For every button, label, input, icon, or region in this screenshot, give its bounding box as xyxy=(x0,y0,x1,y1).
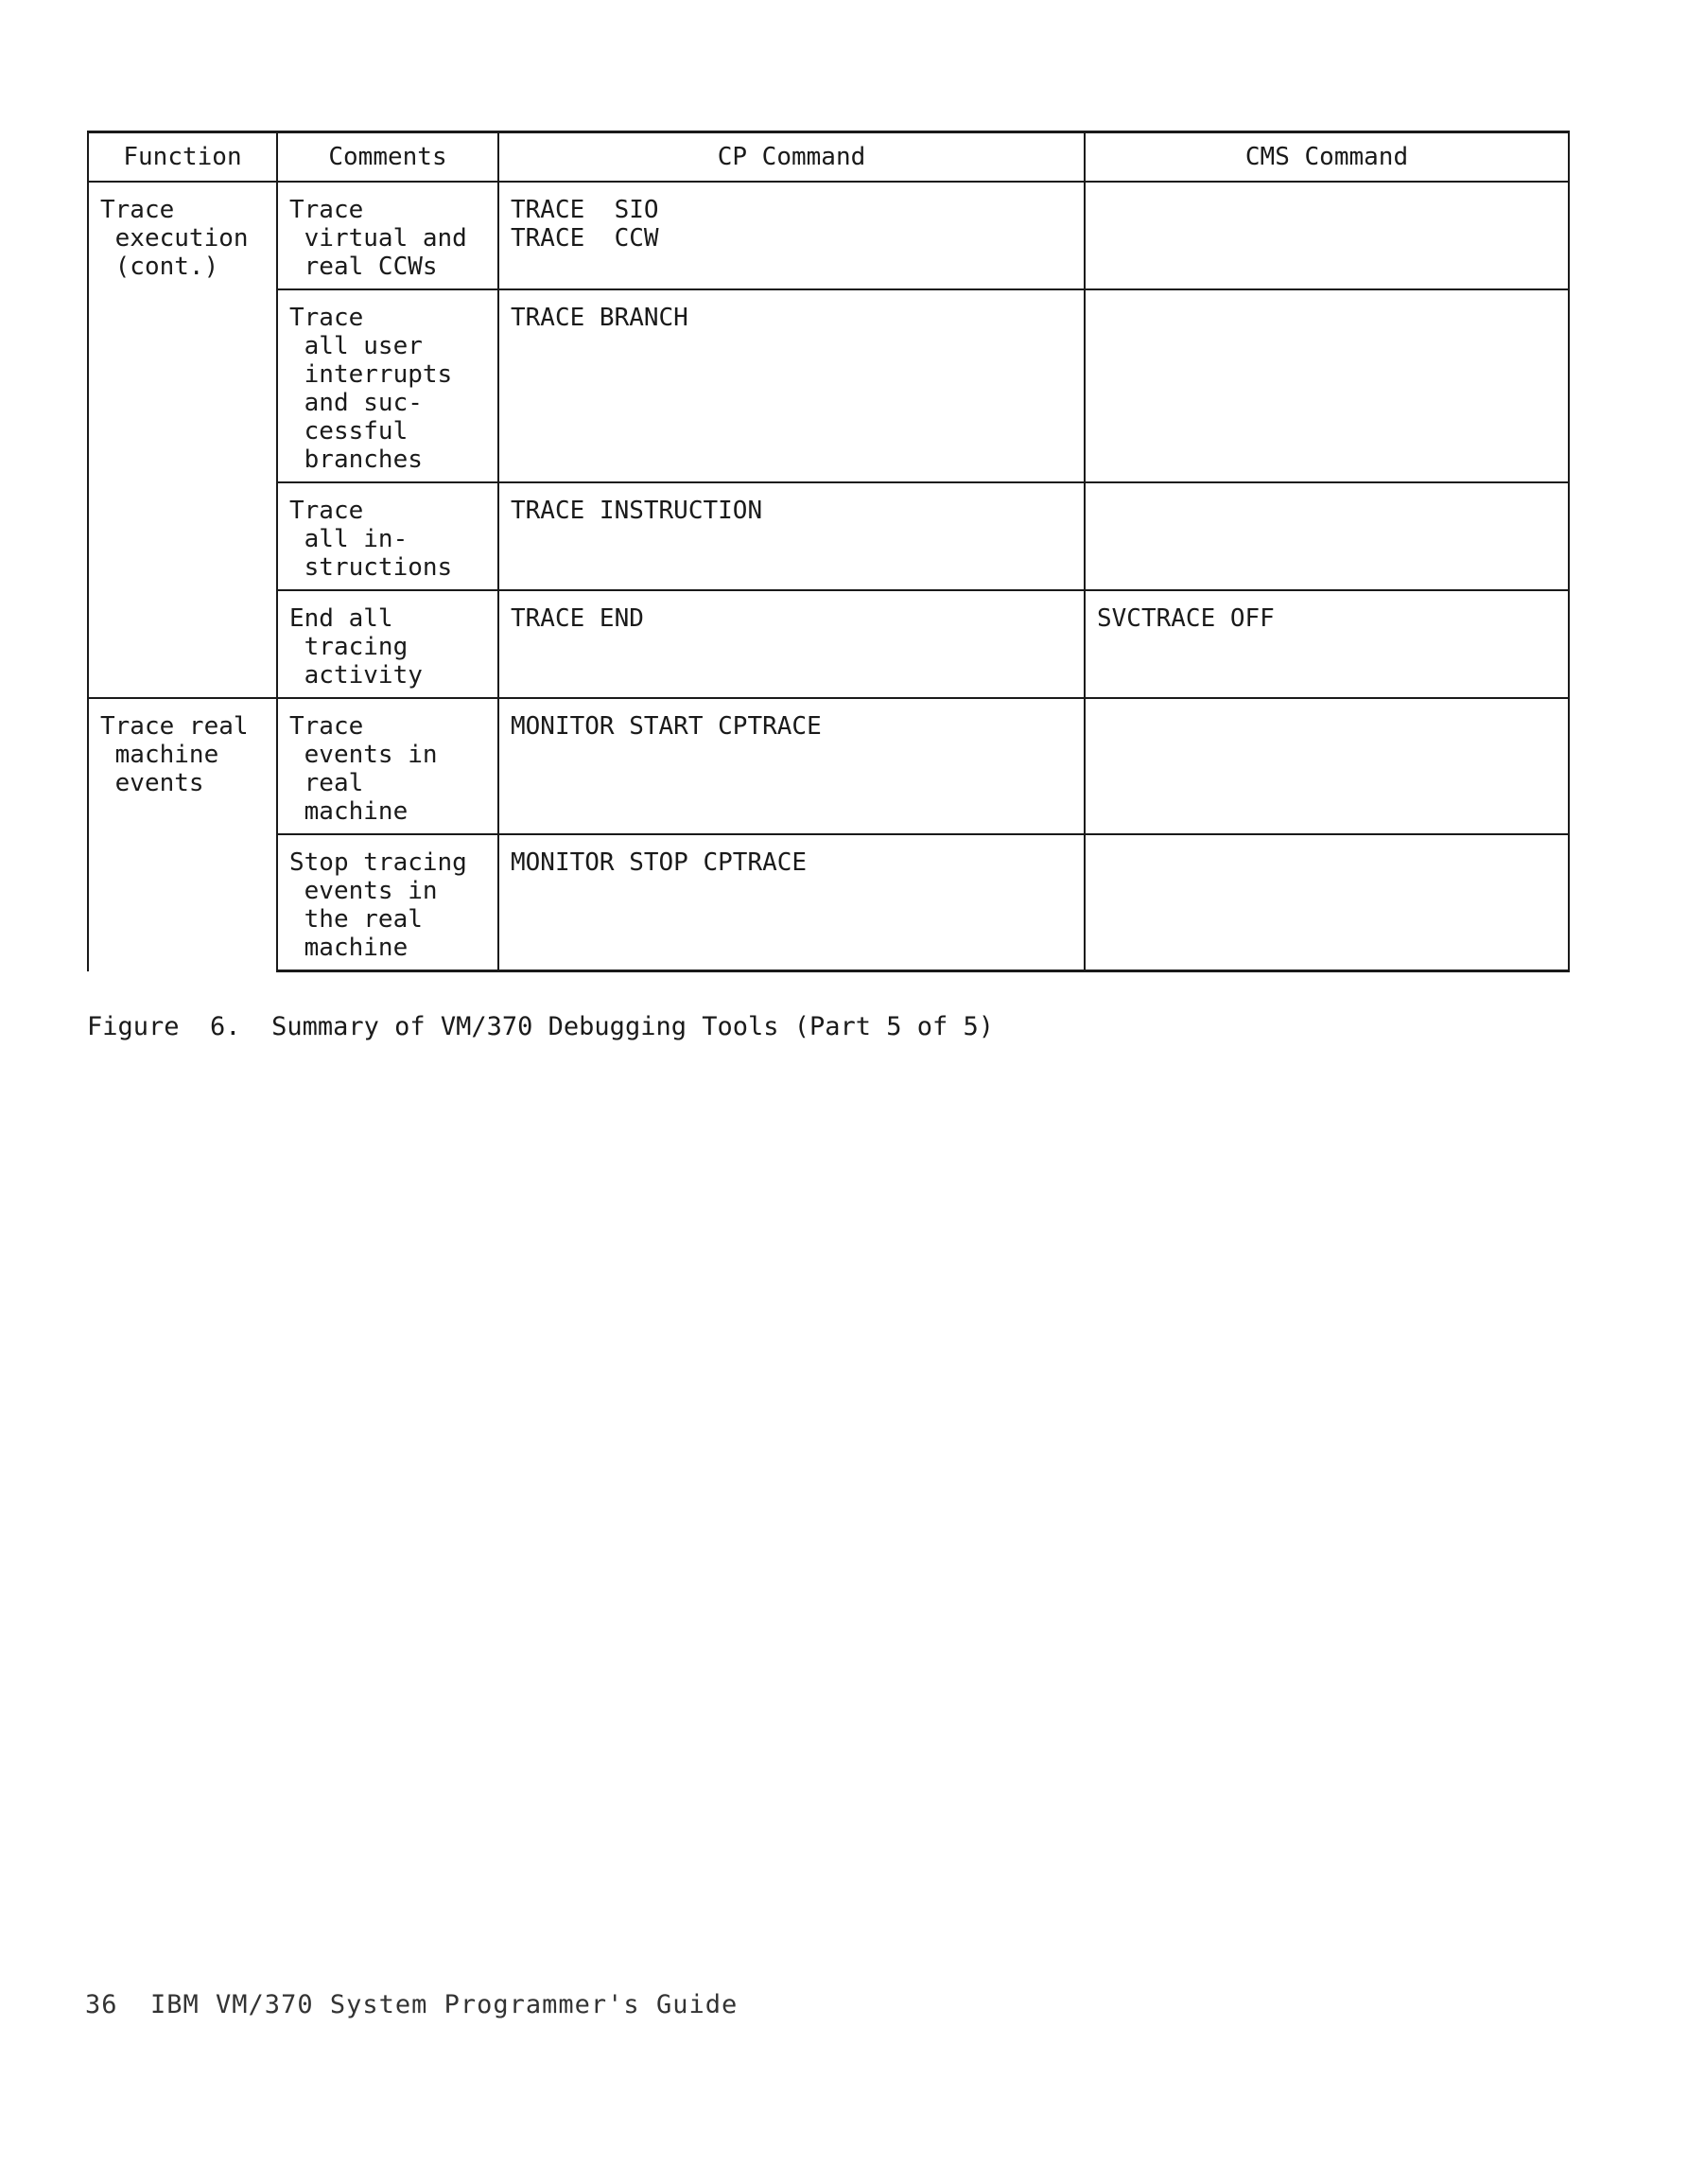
cms-command-cell xyxy=(1085,698,1569,834)
comments-cell: Trace all user interrupts and suc- cessful branches xyxy=(277,289,498,482)
comments-cell: Trace events in real machine xyxy=(277,698,498,834)
cp-command-cell: TRACE SIO TRACE CCW xyxy=(498,182,1085,289)
debugging-tools-table-container xyxy=(87,131,1570,972)
figure-caption: Figure 6. Summary of VM/370 Debugging Tools (Part 5 of 5) xyxy=(87,1012,995,1041)
function-cell: Trace execution (cont.) xyxy=(88,182,277,698)
cms-command-cell xyxy=(1085,289,1569,482)
header-function: Function xyxy=(88,132,277,183)
table-row xyxy=(88,698,1569,834)
page-footer: 36 IBM VM/370 System Programmer's Guide xyxy=(85,1990,739,2019)
table-row xyxy=(88,834,1569,971)
cp-command-cell: TRACE BRANCH xyxy=(498,289,1085,482)
cms-command-cell xyxy=(1085,482,1569,590)
header-cms-command: CMS Command xyxy=(1085,132,1569,183)
cp-command-cell: MONITOR STOP CPTRACE xyxy=(498,834,1085,971)
cp-command-cell: MONITOR START CPTRACE xyxy=(498,698,1085,834)
cms-command-cell xyxy=(1085,834,1569,971)
table-row xyxy=(88,482,1569,590)
cms-command-cell: SVCTRACE OFF xyxy=(1085,590,1569,698)
cms-command-cell xyxy=(1085,182,1569,289)
table-header-row xyxy=(88,132,1569,183)
function-cell: Trace real machine events xyxy=(88,698,277,971)
comments-cell: Stop tracing events in the real machine xyxy=(277,834,498,971)
comments-cell: Trace all in- structions xyxy=(277,482,498,590)
comments-cell: End all tracing activity xyxy=(277,590,498,698)
table-row xyxy=(88,590,1569,698)
header-cp-command: CP Command xyxy=(498,132,1085,183)
cp-command-cell: TRACE END xyxy=(498,590,1085,698)
debugging-tools-table xyxy=(87,131,1570,972)
comments-cell: Trace virtual and real CCWs xyxy=(277,182,498,289)
header-comments: Comments xyxy=(277,132,498,183)
cp-command-cell: TRACE INSTRUCTION xyxy=(498,482,1085,590)
table-row xyxy=(88,182,1569,289)
table-row xyxy=(88,289,1569,482)
